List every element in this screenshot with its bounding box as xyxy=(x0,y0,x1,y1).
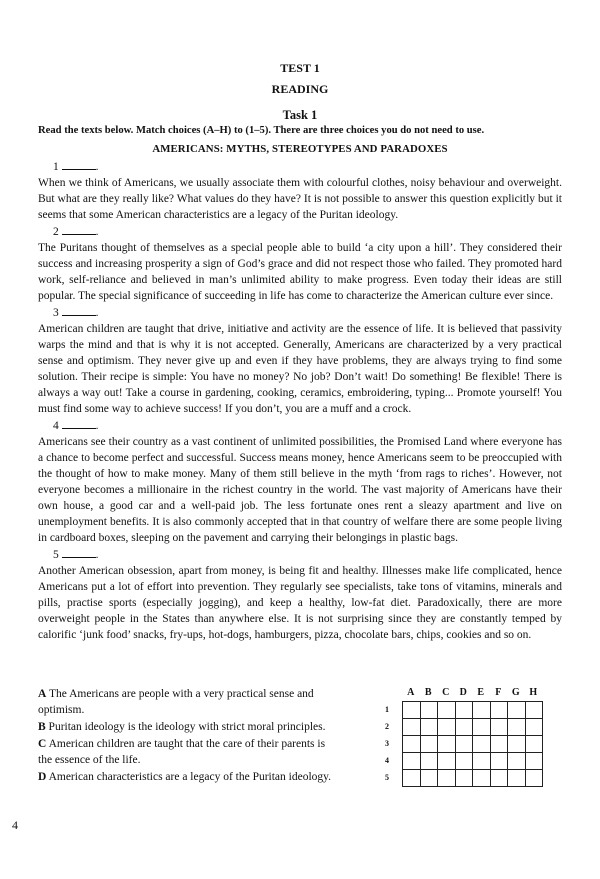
grid-cell[interactable] xyxy=(420,736,438,753)
paragraph-text: The Puritans thought of themselves as a special people able to build ‘a city upon a hill’. They considered their success and increasing prosperity a sign of God’s grace and did not respect those who failed. They promoted hard work, self-reliance and believed in man’s unlimited ability to make progress. Even today their ideas are still popular. The special significance of succeeding in life has come to characterize the American culture ever since. xyxy=(38,242,562,302)
grid-cell[interactable] xyxy=(508,702,526,719)
grid-col-e: E xyxy=(477,687,485,698)
grid-col-f: F xyxy=(495,687,502,698)
grid-column-headers xyxy=(402,687,543,698)
grid-cell[interactable] xyxy=(525,770,543,787)
grid-cell[interactable] xyxy=(525,702,543,719)
paragraph-5 xyxy=(38,546,562,643)
choices-list xyxy=(38,686,338,786)
grid-cell[interactable] xyxy=(525,753,543,770)
paragraph-number: 4 . xyxy=(38,417,562,434)
choice-a: A The Americans are people with a very practical sense and optimism. xyxy=(38,688,314,716)
grid-cell[interactable] xyxy=(455,753,473,770)
grid-row-5: 5 xyxy=(385,773,389,782)
grid-cell[interactable] xyxy=(525,719,543,736)
grid-cell[interactable] xyxy=(525,736,543,753)
grid-cell[interactable] xyxy=(403,753,421,770)
grid-cell[interactable] xyxy=(473,770,491,787)
paragraph-2 xyxy=(38,223,562,304)
answer-blank[interactable] xyxy=(62,223,96,235)
paragraph-number: 5 . xyxy=(38,546,562,563)
grid-row-2: 2 xyxy=(385,722,389,731)
grid-cell[interactable] xyxy=(403,770,421,787)
paragraph-number: 2 . xyxy=(38,223,562,240)
grid-cell[interactable] xyxy=(438,753,456,770)
grid-body xyxy=(370,701,543,787)
choice-b: B Puritan ideology is the ideology with strict moral principles. xyxy=(38,721,326,733)
grid-col-d: D xyxy=(459,687,467,698)
grid-cell[interactable] xyxy=(438,736,456,753)
task-title: Task 1 xyxy=(282,108,318,122)
paragraph-text: When we think of Americans, we usually associate them with colourful clothes, noisy behaviour and overweight. But what are they really like? What values do they have? It is not possible to answer this question explicitly but it seems that some American characteristics are a legacy of the Puritan ideology. xyxy=(38,177,562,221)
grid-cell[interactable] xyxy=(508,770,526,787)
grid-cell[interactable] xyxy=(420,719,438,736)
grid-cell[interactable] xyxy=(473,736,491,753)
grid-row-1: 1 xyxy=(385,705,389,714)
grid-cell[interactable] xyxy=(455,736,473,753)
grid-cell[interactable] xyxy=(455,719,473,736)
grid-cell[interactable] xyxy=(508,736,526,753)
grid-row-labels xyxy=(370,701,402,787)
paragraph-number: 3 . xyxy=(38,304,562,321)
answer-blank[interactable] xyxy=(62,417,96,429)
grid-cell[interactable] xyxy=(403,702,421,719)
paragraph-3 xyxy=(38,304,562,417)
grid-cell[interactable] xyxy=(490,770,508,787)
grid-cell[interactable] xyxy=(508,719,526,736)
grid-cell[interactable] xyxy=(490,753,508,770)
grid-cell-row xyxy=(403,736,543,753)
grid-cell[interactable] xyxy=(403,736,421,753)
answer-blank[interactable] xyxy=(62,304,96,316)
grid-cell-row xyxy=(403,719,543,736)
test-title: TEST 1 xyxy=(280,61,320,75)
grid-row-3: 3 xyxy=(385,739,389,748)
grid-cell-row xyxy=(403,753,543,770)
section-title: READING xyxy=(271,82,329,96)
grid-cell[interactable] xyxy=(508,753,526,770)
page-number: 4 xyxy=(12,818,18,832)
grid-cell[interactable] xyxy=(438,770,456,787)
paragraph-text: American children are taught that drive, initiative and activity are the essence of life. It is believed that passivity warps the mind and that is why it is not accepted. Generally, Americans are characterized by a very practical sense and optimism. They never give up and even if they have problems, they are always trying to find some solution. Their recipe is simple: You have no money? No job? Don’t wait! Do something! Be flexible! There is always a way out! Take a course in gardening, cooking, ceramics, embroidering, typing... Promote yourself! You must find some way to achieve success! If you don’t, you are a muff and a crock. xyxy=(38,323,562,415)
grid-cell[interactable] xyxy=(420,753,438,770)
paragraph-4 xyxy=(38,417,562,546)
grid-cell[interactable] xyxy=(455,702,473,719)
grid-col-c: C xyxy=(442,687,450,698)
answer-grid xyxy=(370,687,543,787)
grid-cell[interactable] xyxy=(420,702,438,719)
grid-row-4: 4 xyxy=(385,756,389,765)
grid-col-b: B xyxy=(424,687,432,698)
article-body xyxy=(38,158,562,643)
grid-cell[interactable] xyxy=(455,770,473,787)
grid-col-g: G xyxy=(511,687,520,698)
grid-cell-row xyxy=(403,702,543,719)
instructions: Read the texts below. Match choices (A–H) to (1–5). There are three choices you do not need to use. xyxy=(38,125,485,136)
paragraph-1 xyxy=(38,158,562,223)
paragraph-text: Another American obsession, apart from money, is being fit and healthy. Illnesses make life complicated, hence Americans put a lot of effort into prevention. They regularly see specialists, take tons of vitamins, minerals and pills, practise sports (especially jogging), and keep a healthy, low-fat diet. Paradoxically, there are more overweight people in the States than anywhere else. It is not surprising since they are constantly temped by calorific ‘junk food’ snacks, fry-ups, hot-dogs, hamburgers, pizza, chocolate bars, chips, cookies and so on. xyxy=(38,565,562,641)
answer-blank[interactable] xyxy=(62,158,96,170)
grid-cell[interactable] xyxy=(473,719,491,736)
choice-c: C American children are taught that the care of their parents is the essence of the life. xyxy=(38,738,326,766)
grid-col-h: H xyxy=(529,687,538,698)
grid-cell[interactable] xyxy=(473,702,491,719)
grid-cells xyxy=(402,701,543,787)
grid-cell[interactable] xyxy=(403,719,421,736)
grid-cell[interactable] xyxy=(420,770,438,787)
grid-cell[interactable] xyxy=(473,753,491,770)
grid-cell[interactable] xyxy=(490,702,508,719)
grid-cell[interactable] xyxy=(490,719,508,736)
paragraph-text: Americans see their country as a vast continent of unlimited possibilities, the Promised Land where everyone has a chance to become perfect and successful. Success means money, hence Americans seem to be preoccupied with the thought of how to make money. Many of them still believe in the myth ‘from rags to riches’. However, not everyone becomes a millionaire in the richest country in the world. The vast majority of Americans have their own house, a good car and a well-paid job. The less fortunate ones rent a sleazy apartment and live on unemployment benefits. It is also commonly accepted that in that country of welfare there are some people living in cardboard boxes, sleeping on the pavement and carrying their belongings in plastic bags. xyxy=(38,436,562,544)
grid-cell-row xyxy=(403,770,543,787)
grid-cell[interactable] xyxy=(438,719,456,736)
paragraph-number: 1 . xyxy=(38,158,562,175)
article-title: AMERICANS: MYTHS, STEREOTYPES AND PARADOXES xyxy=(152,143,448,155)
grid-col-a: A xyxy=(407,687,415,698)
answer-blank[interactable] xyxy=(62,546,96,558)
grid-cell[interactable] xyxy=(490,736,508,753)
grid-cell[interactable] xyxy=(438,702,456,719)
choice-d: D American characteristics are a legacy of the Puritan ideology. xyxy=(38,771,332,783)
